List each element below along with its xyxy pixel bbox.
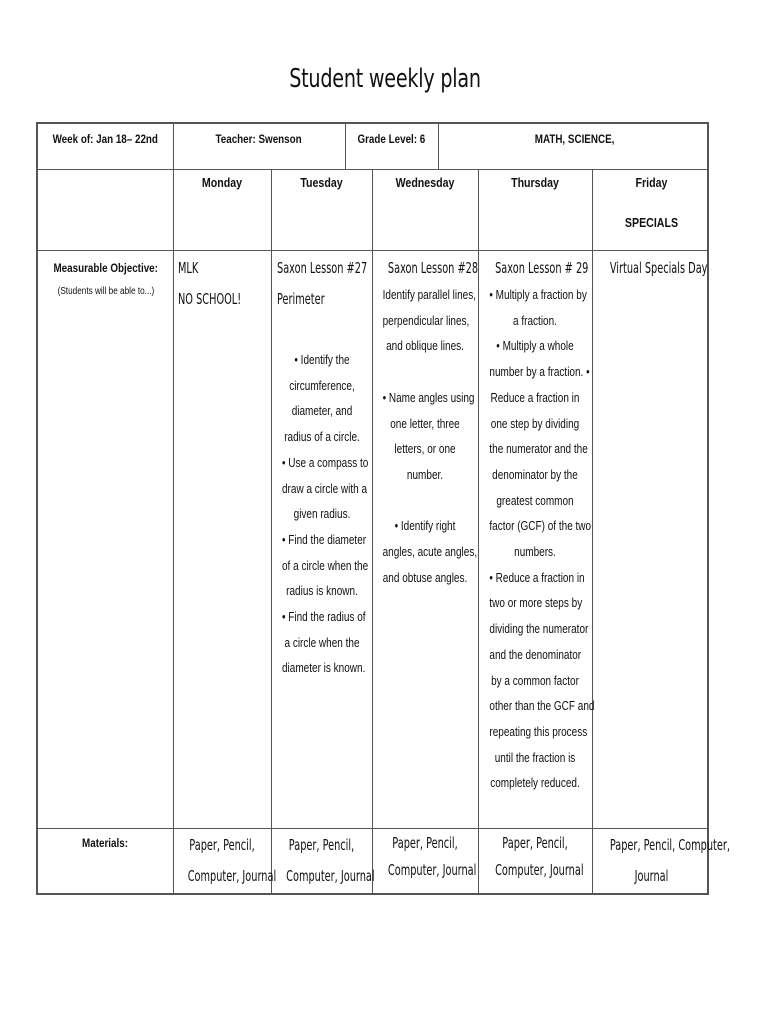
thursday-objective-line: and the denominator [489, 647, 582, 662]
thursday-objective-line: completely reduced. [490, 776, 580, 791]
tuesday-objective-line: diameter, and [291, 404, 353, 419]
objective-sublabel: (Students will be able to...) [57, 286, 154, 297]
wednesday-objective-list [382, 283, 478, 591]
monday-materials-line: Computer, Journal [187, 867, 277, 885]
tuesday-objective-line: radius of a circle. [284, 430, 360, 445]
objective-label: Measurable Objective: [53, 261, 158, 275]
thursday-objective-line: • Multiply a whole [496, 339, 574, 354]
thursday-objective-line: one step by dividing [490, 416, 580, 431]
tuesday-lesson-title: Saxon Lesson #27 [277, 259, 368, 277]
thursday-objective-line: repeating this process [489, 724, 588, 739]
wednesday-objective-line: and obtuse angles. [382, 570, 468, 585]
friday-objective: Virtual Specials Day [609, 259, 708, 277]
tuesday-objective-line: diameter is known. [282, 661, 366, 676]
page-title: Student weekly plan [289, 64, 481, 94]
tuesday-objective-line: • Identify the [294, 353, 350, 367]
thursday-materials-line: Computer, Journal [495, 861, 584, 879]
tuesday-objective-line: radius is known. [286, 584, 358, 599]
tuesday-objective-line: • Use a compass to [282, 455, 369, 470]
monday-objective-line: MLK [178, 259, 199, 277]
thursday-objective-line: • Multiply a fraction by [489, 288, 587, 302]
thursday-objective-list [489, 283, 595, 797]
tuesday-objective-list [282, 348, 369, 682]
thursday-lesson-title: Saxon Lesson # 29 [495, 259, 589, 277]
thursday-objective-line: factor (GCF) of the two [489, 519, 592, 534]
plan-table [36, 122, 730, 895]
tuesday-materials-line: Computer, Journal [286, 867, 375, 885]
tuesday-objective-line: a circle when the [284, 635, 360, 650]
wednesday-objective-line [383, 489, 468, 515]
wednesday-objective-line: • Name angles using [382, 390, 475, 405]
monday-materials-line: Paper, Pencil, [189, 836, 255, 854]
friday-materials [609, 830, 730, 892]
tuesday-objective-line: draw a circle with a [282, 481, 368, 496]
monday-objective [178, 253, 241, 315]
wednesday-materials [387, 830, 477, 884]
tuesday-objective-line: of a circle when the [282, 558, 369, 573]
tuesday-objective-line: • Find the radius of [282, 610, 366, 625]
thursday-objective-line: number by a fraction. • [489, 365, 590, 380]
thursday-objective-line: dividing the numerator [489, 622, 589, 637]
day-monday: Monday [201, 176, 243, 190]
materials-label: Materials: [82, 836, 129, 850]
monday-objective-line: NO SCHOOL! [178, 290, 242, 308]
wednesday-lesson-title: Saxon Lesson #28 [387, 259, 479, 277]
tuesday-materials-line: Paper, Pencil, [288, 836, 355, 854]
monday-materials [187, 830, 277, 892]
friday-specials-note: SPECIALS [624, 216, 679, 230]
tuesday-objective-line: circumference, [289, 378, 355, 393]
thursday-materials-line: Paper, Pencil, [502, 834, 568, 852]
tuesday-objective-line: • Find the diameter [282, 532, 367, 547]
thursday-objective-line: by a common factor [491, 673, 579, 688]
friday-materials-line: Journal [634, 867, 669, 885]
wednesday-materials-line: Computer, Journal [387, 861, 477, 879]
wednesday-objective-line: one letter, three [390, 416, 460, 431]
col-divider [271, 169, 272, 893]
thursday-objective-line: greatest common [496, 493, 574, 508]
week-label: Week of: Jan 18– 22nd [52, 132, 159, 146]
col-divider [592, 169, 593, 893]
thursday-materials [495, 830, 584, 884]
thursday-objective-line: a fraction. [513, 313, 557, 328]
wednesday-objective-line: • Identify right [394, 519, 456, 534]
tuesday-objective-heading [277, 253, 367, 315]
thursday-objective-line: other than the GCF and [489, 699, 595, 714]
wednesday-materials-line: Paper, Pencil, [392, 834, 458, 852]
thursday-objective-line: two or more steps by [489, 596, 583, 611]
grade-label: Grade Level: 6 [357, 132, 426, 146]
teacher-label: Teacher: Swenson [215, 132, 303, 146]
wednesday-objective-line [383, 360, 468, 386]
thursday-objective-line: denominator by the [492, 467, 578, 482]
thursday-objective-line: the numerator and the [489, 442, 588, 457]
wednesday-objective-line: and oblique lines. [386, 339, 464, 354]
thursday-objective-line: until the fraction is [494, 750, 576, 765]
thursday-objective-line: numbers. [514, 545, 556, 560]
friday-materials-line: Paper, Pencil, Computer, [609, 836, 730, 854]
tuesday-topic: Perimeter [277, 290, 325, 308]
thursday-objective-line: • Reduce a fraction in [489, 570, 585, 585]
subjects-label: MATH, SCIENCE, [534, 132, 615, 146]
day-friday: Friday [635, 176, 668, 190]
day-thursday: Thursday [511, 176, 559, 190]
wednesday-objective-line: Identify parallel lines, [382, 288, 476, 302]
col-divider [372, 169, 373, 893]
wednesday-objective-line: letters, or one [394, 442, 456, 457]
day-wednesday: Wednesday [395, 176, 455, 190]
wednesday-objective-line: angles, acute angles, [382, 545, 478, 560]
wednesday-objective-line: number. [406, 467, 444, 482]
col-divider [173, 169, 174, 893]
tuesday-materials [286, 830, 375, 892]
day-tuesday: Tuesday [300, 176, 343, 190]
thursday-objective-line: Reduce a fraction in [490, 390, 580, 405]
col-divider [478, 169, 479, 893]
tuesday-objective-line: given radius. [293, 507, 351, 522]
wednesday-objective-line: perpendicular lines, [382, 313, 470, 328]
